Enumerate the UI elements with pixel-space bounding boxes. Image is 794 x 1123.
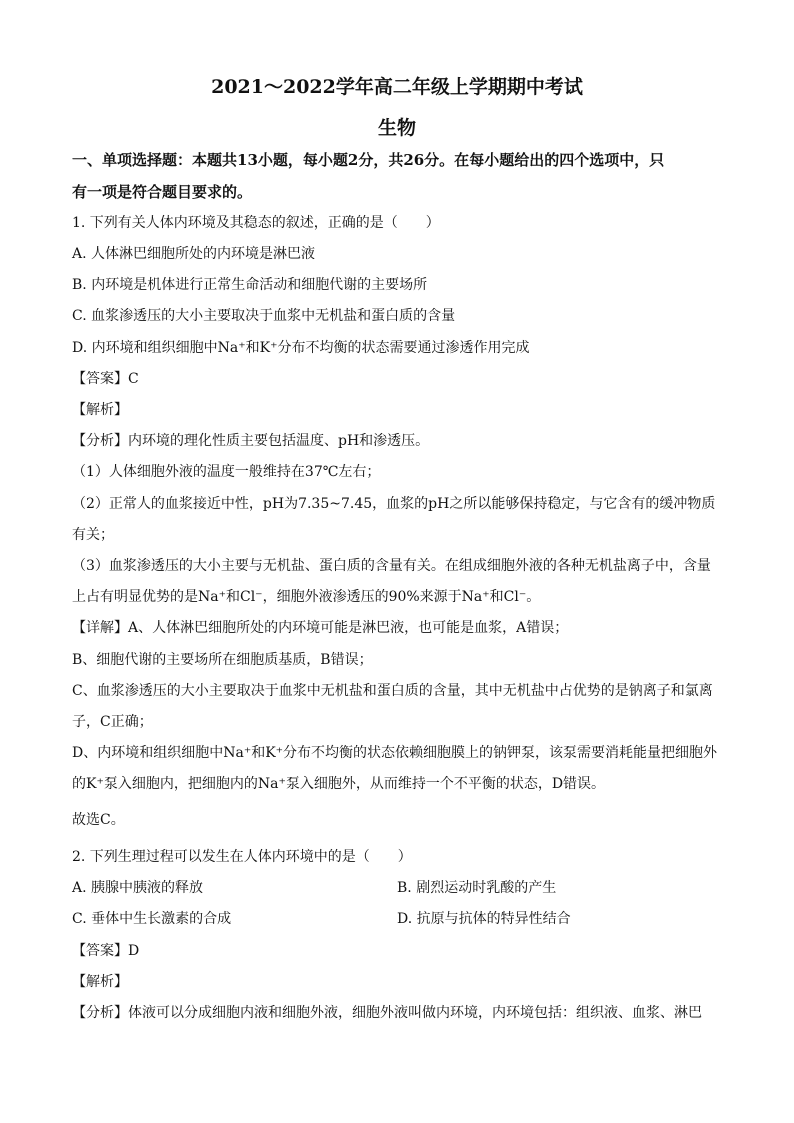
q1-analysis-label: 【解析】 bbox=[72, 402, 128, 418]
q1-detail-c-line2: 子，C正确； bbox=[72, 714, 153, 730]
q1-point2-line1: （2）正常人的血浆接近中性，pH为7.35~7.45，血浆的pH之所以能够保持稳定，与它含有的缓冲物质 bbox=[72, 496, 716, 512]
q1-option-d: D. 内环境和组织细胞中Na⁺和K⁺分布不均衡的状态需要通过渗透作用完成 bbox=[72, 340, 530, 356]
q1-point3-line1: （3）血浆渗透压的大小主要与无机盐、蛋白质的含量有关。在组成细胞外液的各种无机盐离子中，含量 bbox=[72, 558, 711, 574]
q1-option-a: A. 人体淋巴细胞所处的内环境是淋巴液 bbox=[72, 246, 316, 262]
q1-detail-a: 【详解】A、人体淋巴细胞所处的内环境可能是淋巴液，也可能是血浆，A错误； bbox=[72, 620, 569, 636]
exam-title: 2021～2022学年高二年级上学期期中考试 bbox=[211, 76, 583, 98]
q2-option-d: D. 抗原与抗体的特异性结合 bbox=[397, 911, 571, 927]
q1-detail-b: B、细胞代谢的主要场所在细胞质基质，B错误； bbox=[72, 652, 373, 668]
q1-detail-c-line1: C、血浆渗透压的大小主要取决于血浆中无机盐和蛋白质的含量，其中无机盐中占优势的是钠离子和氯离 bbox=[72, 683, 713, 699]
q1-conclusion: 故选C。 bbox=[72, 812, 125, 828]
q2-stem: 2. 下列生理过程可以发生在人体内环境中的是（ ） bbox=[72, 849, 412, 865]
q2-option-a: A. 胰腺中胰液的释放 bbox=[72, 880, 204, 896]
section-heading-line1: 一、单项选择题：本题共13小题，每小题2分，共26分。在每小题给出的四个选项中，只 bbox=[72, 151, 665, 169]
section-heading-line2: 有一项是符合题目要求的。 bbox=[72, 183, 253, 201]
q1-detail-d-line2: 的K⁺泵入细胞内，把细胞内的Na⁺泵入细胞外，从而维持一个不平衡的状态，D错误。 bbox=[72, 776, 606, 792]
q2-option-c: C. 垂体中生长激素的合成 bbox=[72, 911, 232, 927]
q1-point1: （1）人体细胞外液的温度一般维持在37℃左右； bbox=[72, 464, 381, 480]
q2-option-b: B. 剧烈运动时乳酸的产生 bbox=[397, 880, 557, 896]
q1-stem: 1. 下列有关人体内环境及其稳态的叙述，正确的是（ ） bbox=[72, 215, 440, 231]
q1-point2-line2: 有关； bbox=[72, 527, 114, 543]
q1-option-c: C. 血浆渗透压的大小主要取决于血浆中无机盐和蛋白质的含量 bbox=[72, 308, 456, 324]
q2-fenxi: 【分析】体液可以分成细胞内液和细胞外液，细胞外液叫做内环境，内环境包括：组织液、血浆、淋巴 bbox=[72, 1005, 702, 1021]
q1-fenxi: 【分析】内环境的理化性质主要包括温度、pH和渗透压。 bbox=[72, 433, 430, 449]
q2-analysis-label: 【解析】 bbox=[72, 974, 128, 990]
subject-title: 生物 bbox=[377, 117, 416, 139]
q2-answer: 【答案】D bbox=[72, 943, 140, 959]
q1-option-b: B. 内环境是机体进行正常生命活动和细胞代谢的主要场所 bbox=[72, 277, 428, 293]
q1-answer: 【答案】C bbox=[72, 371, 139, 387]
q1-detail-d-line1: D、内环境和组织细胞中Na⁺和K⁺分布不均衡的状态依赖细胞膜上的钠钾泵，该泵需要消耗能量把细胞外 bbox=[72, 745, 718, 761]
q1-point3-line2: 上占有明显优势的是Na⁺和Cl⁻，细胞外液渗透压的90%来源于Na⁺和Cl⁻。 bbox=[72, 589, 541, 605]
